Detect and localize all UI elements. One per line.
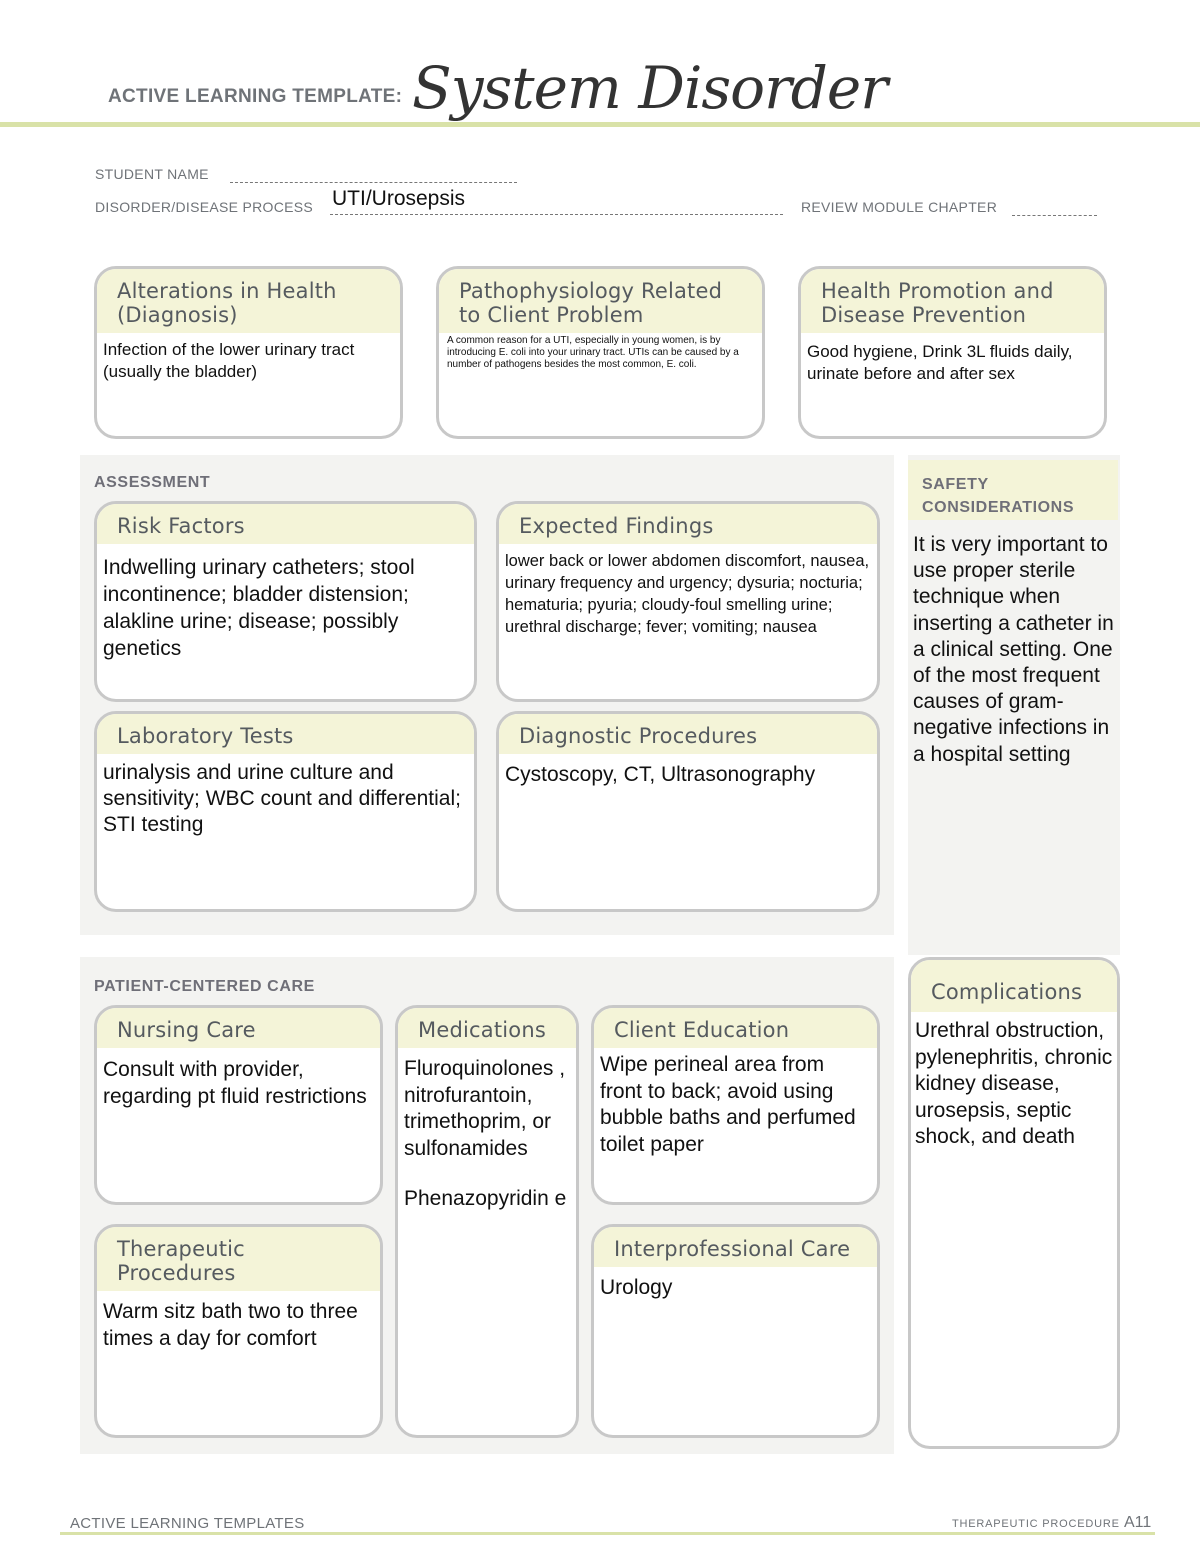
assessment-heading: ASSESSMENT [94,474,211,491]
therapeutic-procedures-text: Warm sitz bath two to three times a day for comfort [103,1300,358,1350]
pathophysiology-text: A common reason for a UTI, especially in young women, is by introducing E. coli into your urinary tract. UTIs can be caused by a number of pathogens besides the most common, E. coli. [447,335,739,370]
client-education-text: Wipe perineal area from front to back; avoid using bubble baths and perfumed toilet paper [600,1053,856,1156]
footer-divider [60,1532,1155,1535]
alterations-title: Alterations in Health (Diagnosis) [97,269,400,333]
interprofessional-care-title: Interprofessional Care [594,1227,877,1267]
footer-left: ACTIVE LEARNING TEMPLATES [70,1515,305,1532]
student-name-field[interactable] [230,166,517,183]
header-divider [0,122,1200,127]
therapeutic-procedures-title: Therapeutic Procedures [97,1227,380,1291]
risk-factors-text: Indwelling urinary catheters; stool incontinence; bladder distension; alakline urine; disease; possibly genetics [103,556,415,660]
nursing-care-text: Consult with provider, regarding pt fluid restrictions [103,1058,367,1108]
health-promotion-text: Good hygiene, Drink 3L fluids daily, urinate before and after sex [807,342,1073,383]
disorder-field[interactable] [330,188,783,215]
student-name-label: STUDENT NAME [95,166,209,182]
diagnostic-procedures-text: Cystoscopy, CT, Ultrasonography [505,763,816,786]
complications-text: Urethral obstruction, pylenephritis, chronic kidney disease, urosepsis, septic shock, and death [915,1019,1113,1148]
client-education-title: Client Education [594,1008,877,1048]
alterations-text: Infection of the lower urinary tract (usually the bladder) [103,340,355,381]
disorder-value: UTI/Urosepsis [332,187,466,210]
lab-tests-card [94,711,477,912]
pathophysiology-card [436,266,765,439]
complications-card [908,957,1120,1449]
lab-tests-text: urinalysis and urine culture and sensitivity; WBC count and differential; STI testing [103,761,461,836]
health-promotion-title: Health Promotion and Disease Prevention [801,269,1104,333]
medications-title: Medications [398,1008,576,1048]
medications-card [395,1005,579,1438]
expected-findings-card [496,501,880,702]
diagnostic-procedures-card [496,711,880,912]
interprofessional-care-card [591,1224,880,1438]
page-title: System Disorder [412,54,887,122]
page-number: A11 [1124,1514,1152,1531]
safety-text: It is very important to use proper sterile technique when inserting a catheter in a clinical setting. One of the most frequent causes of gram-negative infections in a hospital setting [913,533,1114,766]
nursing-care-title: Nursing Care [97,1008,380,1048]
risk-factors-title: Risk Factors [97,504,474,544]
nursing-care-card [94,1005,383,1205]
risk-factors-card [94,501,477,702]
health-promotion-card [798,266,1107,439]
disorder-label: DISORDER/DISEASE PROCESS [95,199,314,215]
medications-text-2: Phenazopyridin e [404,1187,567,1210]
diagnostic-procedures-title: Diagnostic Procedures [499,714,877,754]
review-module-field[interactable] [1012,199,1097,216]
pathophysiology-title: Pathophysiology Related to Client Problem [439,269,762,333]
review-module-label: REVIEW MODULE CHAPTER [801,199,998,215]
client-education-card [591,1005,880,1205]
footer-section: THERAPEUTIC PROCEDURE [952,1518,1120,1530]
complications-title: Complications [911,960,1117,1012]
lab-tests-title: Laboratory Tests [97,714,474,754]
patient-care-heading: PATIENT-CENTERED CARE [94,978,315,995]
interprofessional-care-text: Urology [600,1276,673,1299]
medications-text: Fluroquinolones , nitrofurantoin, trimethoprim, or sulfonamides [404,1057,566,1160]
expected-findings-text: lower back or lower abdomen discomfort, nausea, urinary frequency and urgency; dysuria; nocturia; hematuria; pyuria; cloudy-foul smelling urine; urethral discharge; fever; vomiting; nausea [505,552,870,636]
template-label: ACTIVE LEARNING TEMPLATE: [108,86,403,107]
alterations-card [94,266,403,439]
safety-heading: SAFETY CONSIDERATIONS [922,476,1075,516]
therapeutic-procedures-card [94,1224,383,1438]
expected-findings-title: Expected Findings [499,504,877,544]
